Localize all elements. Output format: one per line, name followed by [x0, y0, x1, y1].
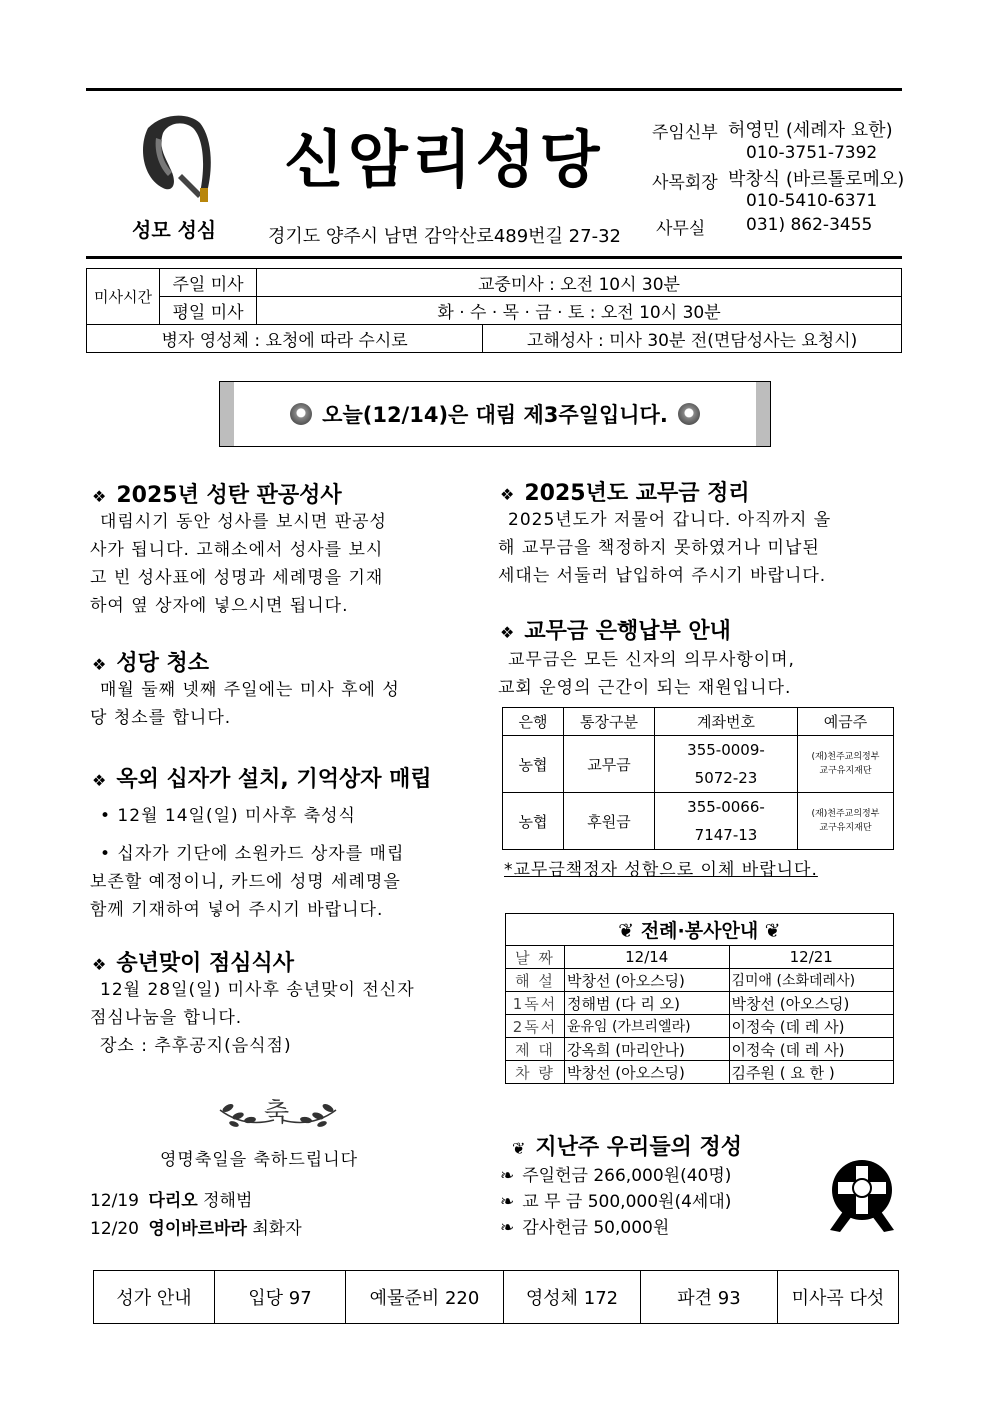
hymn-table: [93, 1270, 899, 1324]
pastor-label: 주임신부: [652, 123, 718, 143]
hymn-cell: 예물준비 220: [346, 1271, 504, 1324]
bank-header: 예금주: [798, 708, 894, 736]
hymn-cell: 미사곡 다섯: [778, 1271, 899, 1324]
celebrate-char: 축: [264, 1098, 290, 1128]
offering-item: ❧ 주일헌금 266,000원(40명): [500, 1166, 732, 1186]
weekday-mass-time: 화 · 수 · 목 · 금 · 토 : 오전 10시 30분: [257, 297, 902, 325]
logo-caption: 성모 성심: [132, 218, 217, 242]
leaf-icon: ❦: [764, 920, 781, 942]
bank-table: [502, 707, 894, 850]
section-heading: ❖ 2025년 성탄 판공성사: [92, 483, 342, 508]
parish-title: 신암리성당: [284, 123, 604, 196]
service-row: 제 대 강옥희 (마리안나) 이정숙 (데 레 사): [506, 1038, 894, 1061]
bank-row: 농협 후원금 355-0066- 7147-13 (재)천주교의정부 교구유지재단: [503, 793, 894, 850]
feast-item: 12/19 다리오 정해범: [90, 1191, 253, 1211]
office-label: 사무실: [656, 219, 706, 239]
floral-bullet-icon: ❧: [500, 1218, 515, 1238]
diamond-bullet-icon: ❖: [92, 655, 107, 674]
mass-label: 미사시간: [87, 269, 160, 325]
service-table: [505, 913, 894, 1084]
section-heading: ❦ 지난주 우리들의 정성: [512, 1135, 742, 1160]
office-phone: 031) 862-3455: [746, 215, 873, 235]
cleaning-paragraph: 매월 둘째 넷째 주일에는 미사 후에 성 당 청소를 합니다.: [90, 680, 400, 728]
offering-item: ❧ 감사헌금 50,000원: [500, 1218, 670, 1238]
service-date-row: 날 짜 12/14 12/21: [506, 946, 894, 969]
council-label: 사목회장: [652, 173, 718, 193]
cross-paragraph: • 12월 14일(일) 미사후 축성식 • 십자가 기단에 소원카드 상자를 매립 보존할 예정이니, 카드에 성명 세례명을 함께 기재하여 넣어 주시기 바랍니다.: [90, 806, 405, 920]
sacred-heart-logo: [118, 108, 228, 208]
celebrate-text: 영명축일을 축하드립니다: [160, 1150, 359, 1170]
globe-icon: [290, 403, 312, 425]
feast-item: 12/20 영이바르바라 최화자: [90, 1219, 302, 1239]
leaf-icon: ❦: [618, 920, 635, 942]
hymn-cell: 성가 안내: [94, 1271, 215, 1324]
dues-paragraph: 2025년도가 저물어 갑니다. 아직까지 올 해 교무금을 책정하지 못하였거나 미납된 세대는 서둘러 납입하여 주시기 바랍니다.: [498, 510, 832, 586]
sunday-banner: [219, 381, 771, 447]
floral-bullet-icon: ❧: [500, 1192, 515, 1212]
council-name: 박창식 (바르톨로메오): [728, 169, 905, 190]
bank-header: 은행: [503, 708, 564, 736]
sunday-mass-time: 교중미사 : 오전 10시 30분: [257, 269, 902, 297]
section-heading: ❖ 옥외 십자가 설치, 기억상자 매립: [92, 767, 432, 792]
globe-icon: [678, 403, 700, 425]
lunch-paragraph: 12월 28일(일) 미사후 송년맞이 전신자 점심나눔을 합니다. 장소 : 추후공지(음식점): [90, 980, 415, 1056]
diamond-bullet-icon: ❖: [92, 771, 107, 790]
section-heading: ❖ 교무금 은행납부 안내: [500, 619, 731, 644]
confession-paragraph: 대림시기 동안 성사를 보시면 판공성 사가 됩니다. 고해소에서 성사를 보시 고 빈 성사표에 성명과 세례명을 기재 하여 옆 상자에 넣으시면 됩니다.: [90, 512, 387, 616]
header-top-rule: [86, 88, 902, 91]
pastor-phone: 010-3751-7392: [746, 143, 878, 163]
banner-text: 오늘(12/14)은 대림 제3주일입니다.: [322, 403, 668, 427]
bank-header: 계좌번호: [655, 708, 798, 736]
sunday-mass-label: 주일 미사: [160, 269, 257, 297]
diamond-bullet-icon: ❖: [500, 485, 515, 504]
service-row: 1독서 정해범 (다 리 오) 박창선 (아오스딩): [506, 992, 894, 1015]
hymn-cell: 입당 97: [215, 1271, 346, 1324]
leaf-icon: ❦: [512, 1139, 526, 1158]
bank-paragraph: 교무금은 모든 신자의 의무사항이며, 교회 운영의 근간이 되는 재원입니다.: [498, 650, 795, 698]
service-title: ❦ 전례·봉사안내 ❦: [506, 914, 894, 946]
hymn-cell: 영성체 172: [504, 1271, 641, 1324]
council-phone: 010-5410-6371: [746, 191, 878, 211]
sick-communion: 병자 영성체 : 요청에 따라 수시로: [87, 325, 483, 353]
bank-note: *교무금책정자 성함으로 이체 바랍니다.: [504, 860, 818, 880]
floral-bullet-icon: ❧: [500, 1166, 515, 1186]
section-heading: ❖ 2025년도 교무금 정리: [500, 481, 750, 506]
parish-address: 경기도 양주시 남면 감악산로489번길 27-32: [268, 226, 621, 247]
bank-header: 통장구분: [564, 708, 655, 736]
service-row: 해 설 박창선 (아오스딩) 김미애 (소화데레사): [506, 969, 894, 992]
diamond-bullet-icon: ❖: [500, 623, 515, 642]
weekday-mass-label: 평일 미사: [160, 297, 257, 325]
diamond-bullet-icon: ❖: [92, 487, 107, 506]
offering-item: ❧ 교 무 금 500,000원(4세대): [500, 1192, 732, 1212]
diamond-bullet-icon: ❖: [92, 955, 107, 974]
section-heading: ❖ 성당 청소: [92, 651, 210, 676]
eucharist-icon: [826, 1156, 898, 1232]
bank-row: 농협 교무금 355-0009- 5072-23 (재)천주교의정부 교구유지재단: [503, 736, 894, 793]
offerings-list: [500, 1162, 731, 1240]
mass-schedule-table: [86, 268, 902, 353]
service-row: 2독서 윤유임 (가브리엘라) 이정숙 (데 레 사): [506, 1015, 894, 1038]
section-heading: ❖ 송년맞이 점심식사: [92, 951, 295, 976]
confession-info: 고해성사 : 미사 30분 전(면담성사는 요청시): [483, 325, 902, 353]
header-bottom-rule: [86, 256, 902, 259]
pastor-name: 허영민 (세례자 요한): [728, 120, 893, 141]
service-row: 차 량 박창선 (아오스딩) 김주원 ( 요 한 ): [506, 1061, 894, 1084]
hymn-cell: 파견 93: [641, 1271, 778, 1324]
